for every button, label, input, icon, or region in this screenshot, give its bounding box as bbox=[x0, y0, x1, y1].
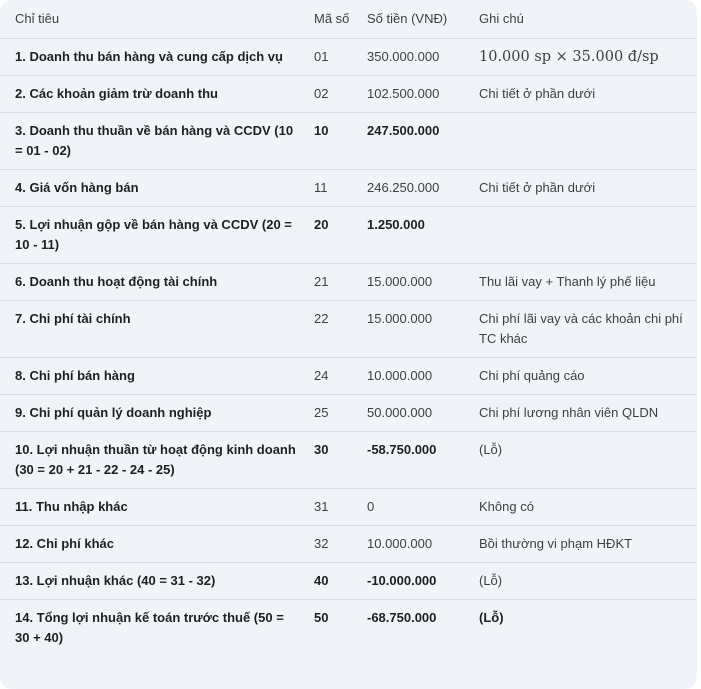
row-item-cell: 7. Chi phí tài chính bbox=[0, 301, 314, 358]
row-code-cell: 30 bbox=[314, 432, 367, 489]
row-item-cell: 13. Lợi nhuận khác (40 = 31 - 32) bbox=[0, 563, 314, 600]
row-note-cell bbox=[479, 207, 697, 264]
table-row bbox=[0, 432, 697, 489]
row-item-cell: 5. Lợi nhuận gộp về bán hàng và CCDV (20 = 10 - 11) bbox=[0, 207, 314, 264]
row-code-cell: 32 bbox=[314, 526, 367, 563]
row-item-cell: 11. Thu nhập khác bbox=[0, 489, 314, 526]
row-amount-cell: 0 bbox=[367, 489, 479, 526]
row-amount-cell: 247.500.000 bbox=[367, 113, 479, 170]
header-amount: Số tiền (VNĐ) bbox=[367, 11, 448, 26]
row-note-cell: 10.000 sp × 35.000 đ/sp bbox=[479, 39, 697, 76]
row-item-cell: 14. Tổng lợi nhuận kế toán trước thuế (50 = 30 + 40) bbox=[0, 600, 314, 657]
table-header-row bbox=[0, 0, 697, 39]
table-row bbox=[0, 489, 697, 526]
row-code-cell: 21 bbox=[314, 264, 367, 301]
row-note-cell: Chi tiết ở phần dưới bbox=[479, 76, 697, 113]
row-note-cell: (Lỗ) bbox=[479, 432, 697, 489]
header-note: Ghi chú bbox=[479, 11, 524, 26]
row-note-cell: Không có bbox=[479, 489, 697, 526]
row-amount-cell: 50.000.000 bbox=[367, 395, 479, 432]
row-note-cell: Chi phí lãi vay và các khoản chi phí TC khác bbox=[479, 301, 697, 358]
row-code-cell: 25 bbox=[314, 395, 367, 432]
table-row bbox=[0, 358, 697, 395]
table-row bbox=[0, 395, 697, 432]
row-item-cell: 2. Các khoản giảm trừ doanh thu bbox=[0, 76, 314, 113]
row-amount-cell: 1.250.000 bbox=[367, 207, 479, 264]
row-note-cell: (Lỗ) bbox=[479, 600, 697, 657]
table-row bbox=[0, 170, 697, 207]
table-row bbox=[0, 207, 697, 264]
row-note-cell: Chi phí lương nhân viên QLDN bbox=[479, 395, 697, 432]
row-code-cell: 24 bbox=[314, 358, 367, 395]
row-code-cell: 50 bbox=[314, 600, 367, 657]
row-code-cell: 01 bbox=[314, 39, 367, 76]
table-row bbox=[0, 264, 697, 301]
table-row bbox=[0, 526, 697, 563]
row-note-cell bbox=[479, 113, 697, 170]
row-amount-cell: 15.000.000 bbox=[367, 264, 479, 301]
row-note-cell: Bồi thường vi phạm HĐKT bbox=[479, 526, 697, 563]
row-amount-cell: -10.000.000 bbox=[367, 563, 479, 600]
row-amount-cell: 246.250.000 bbox=[367, 170, 479, 207]
row-code-cell: 31 bbox=[314, 489, 367, 526]
row-amount-cell: 10.000.000 bbox=[367, 358, 479, 395]
row-amount-cell: 15.000.000 bbox=[367, 301, 479, 358]
row-item-cell: 1. Doanh thu bán hàng và cung cấp dịch vụ bbox=[0, 39, 314, 76]
header-item: Chỉ tiêu bbox=[15, 11, 60, 26]
row-amount-cell: -58.750.000 bbox=[367, 432, 479, 489]
table-row bbox=[0, 76, 697, 113]
row-code-cell: 10 bbox=[314, 113, 367, 170]
row-item-cell: 10. Lợi nhuận thuần từ hoạt động kinh doanh (30 = 20 + 21 - 22 - 24 - 25) bbox=[0, 432, 314, 489]
row-code-cell: 11 bbox=[314, 170, 367, 207]
row-code-cell: 20 bbox=[314, 207, 367, 264]
row-item-cell: 4. Giá vốn hàng bán bbox=[0, 170, 314, 207]
row-note-cell: Thu lãi vay + Thanh lý phế liệu bbox=[479, 264, 697, 301]
row-amount-cell: 102.500.000 bbox=[367, 76, 479, 113]
row-amount-cell: 350.000.000 bbox=[367, 39, 479, 76]
table-row bbox=[0, 301, 697, 358]
row-code-cell: 40 bbox=[314, 563, 367, 600]
table-row bbox=[0, 113, 697, 170]
row-item-cell: 9. Chi phí quản lý doanh nghiệp bbox=[0, 395, 314, 432]
row-code-cell: 02 bbox=[314, 76, 367, 113]
row-note-cell: Chi tiết ở phần dưới bbox=[479, 170, 697, 207]
row-note-cell: Chi phí quảng cáo bbox=[479, 358, 697, 395]
row-code-cell: 22 bbox=[314, 301, 367, 358]
row-item-cell: 6. Doanh thu hoạt động tài chính bbox=[0, 264, 314, 301]
table-row bbox=[0, 600, 697, 657]
table-row bbox=[0, 39, 697, 76]
row-amount-cell: -68.750.000 bbox=[367, 600, 479, 657]
row-item-cell: 12. Chi phí khác bbox=[0, 526, 314, 563]
row-amount-cell: 10.000.000 bbox=[367, 526, 479, 563]
header-code: Mã số bbox=[314, 11, 350, 26]
table-row bbox=[0, 563, 697, 600]
row-item-cell: 3. Doanh thu thuần về bán hàng và CCDV (10 = 01 - 02) bbox=[0, 113, 314, 170]
row-item-cell: 8. Chi phí bán hàng bbox=[0, 358, 314, 395]
row-note-cell: (Lỗ) bbox=[479, 563, 697, 600]
